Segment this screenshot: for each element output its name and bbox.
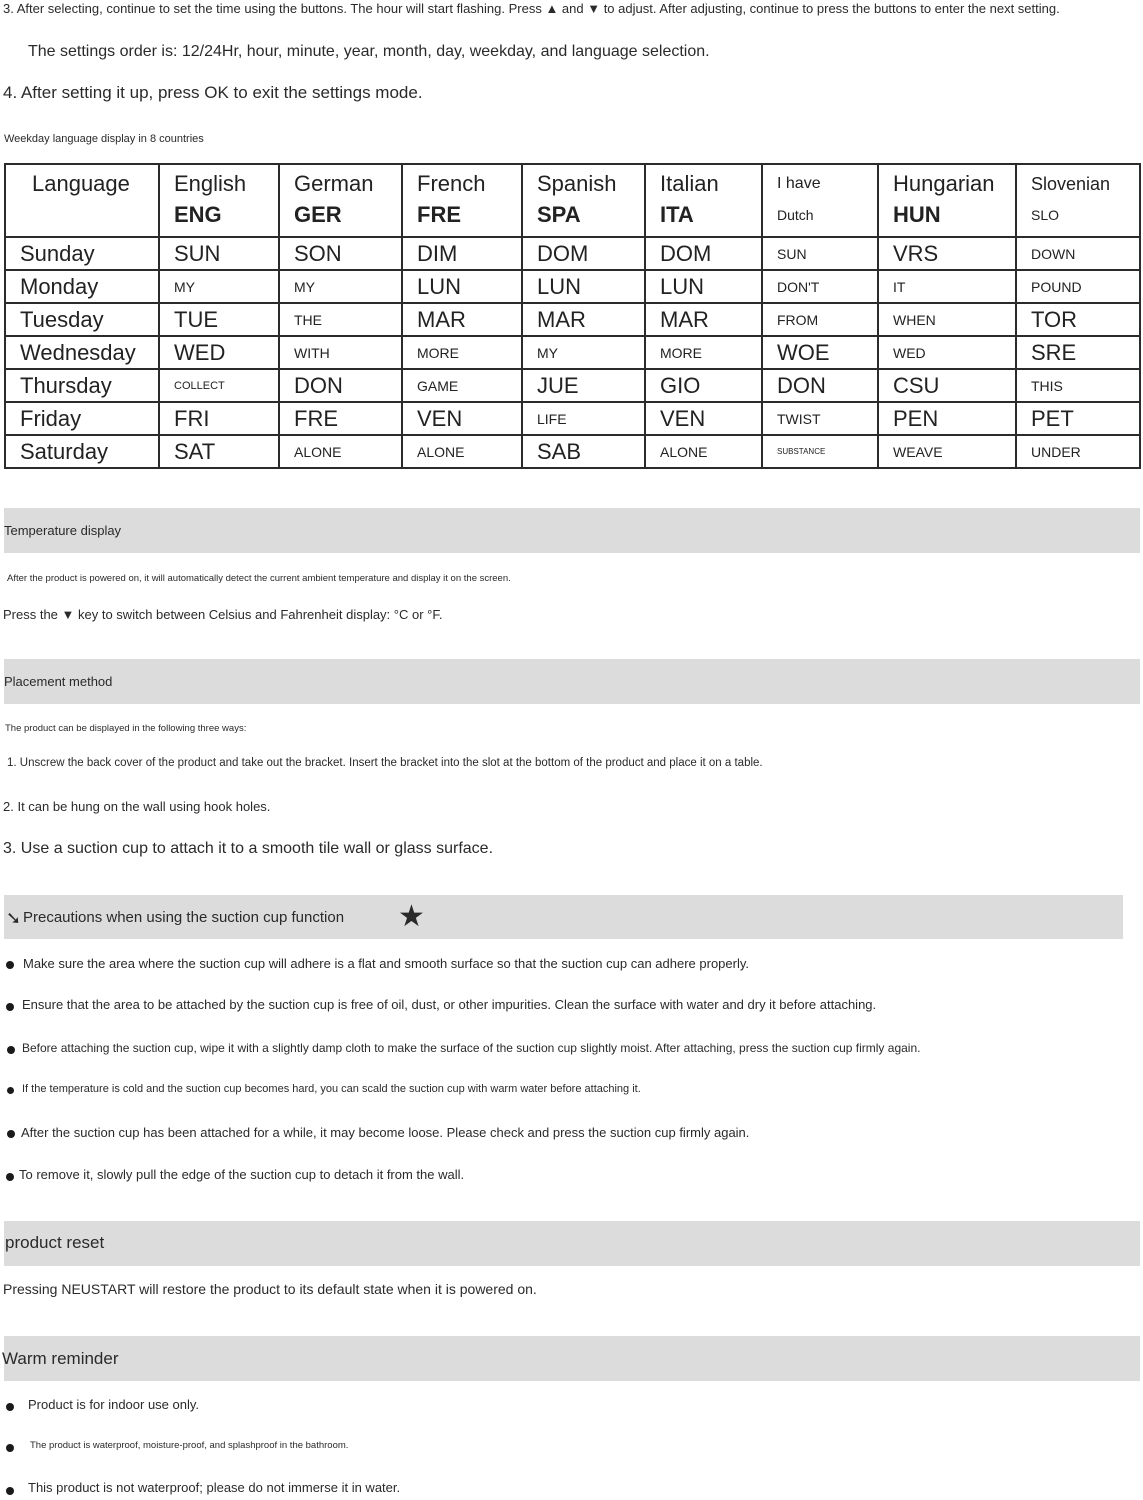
table-cell: MAR xyxy=(402,303,522,336)
table-cell: UNDER xyxy=(1016,435,1140,468)
bullet-icon xyxy=(6,1003,14,1011)
table-cell: LIFE xyxy=(522,402,645,435)
table-cell: MY xyxy=(522,336,645,369)
table-row xyxy=(5,237,1140,270)
header-german: German GER xyxy=(279,164,402,237)
header-english: English ENG xyxy=(159,164,279,237)
precaution-item: Ensure that the area to be attached by the suction cup is free of oil, dust, or other impurities. Clean the surface with water and dry it before attaching. xyxy=(22,997,877,1012)
table-row xyxy=(5,270,1140,303)
reset-title: product reset xyxy=(5,1233,105,1252)
table-cell: DOM xyxy=(522,237,645,270)
header-italian: Italian ITA xyxy=(645,164,762,237)
bullet-icon xyxy=(6,1487,14,1495)
table-row xyxy=(5,402,1140,435)
table-cell: MORE xyxy=(645,336,762,369)
bullet-icon xyxy=(6,1444,14,1452)
header-spanish: Spanish SPA xyxy=(522,164,645,237)
table-cell: MY xyxy=(159,270,279,303)
table-cell: SRE xyxy=(1016,336,1140,369)
table-cell: CSU xyxy=(878,369,1016,402)
placement-intro: The product can be displayed in the following three ways: xyxy=(5,723,247,734)
table-row xyxy=(5,303,1140,336)
temperature-line-2: Press the ▼ key to switch between Celsius and Fahrenheit display: °C or °F. xyxy=(3,607,443,622)
table-cell: WITH xyxy=(279,336,402,369)
table-cell: SUN xyxy=(159,237,279,270)
table-cell: ALONE xyxy=(645,435,762,468)
star-icon: ★ xyxy=(398,900,425,933)
precaution-item: Make sure the area where the suction cup will adhere is a flat and smooth surface so that the suction cup can adhere properly. xyxy=(23,956,750,971)
day-cell: Tuesday xyxy=(5,303,159,336)
bullet-icon xyxy=(6,1403,14,1411)
bullet-icon xyxy=(6,961,14,969)
table-cell: IT xyxy=(878,270,1016,303)
header-dutch: I have Dutch xyxy=(762,164,878,237)
table-cell: TWIST xyxy=(762,402,878,435)
table-header-row xyxy=(5,164,1140,237)
precautions-title: Precautions when using the suction cup function xyxy=(23,909,345,926)
table-cell: MAR xyxy=(645,303,762,336)
day-cell: Sunday xyxy=(5,237,159,270)
bullet-icon xyxy=(7,1130,15,1138)
table-cell: SAB xyxy=(522,435,645,468)
header-hungarian: Hungarian HUN xyxy=(878,164,1016,237)
table-cell: THE xyxy=(279,303,402,336)
bullet-icon xyxy=(7,1046,15,1054)
table-cell: FRE xyxy=(279,402,402,435)
step3-text: 3. After selecting, continue to set the time using the buttons. The hour will start flashing. Press ▲ and ▼ to adjust. After adjusting, continue to press the buttons to enter the next setting. xyxy=(3,1,1060,16)
table-cell: WEAVE xyxy=(878,435,1016,468)
table-cell: JUE xyxy=(522,369,645,402)
reminder-title: Warm reminder xyxy=(2,1349,119,1368)
table-cell: VRS xyxy=(878,237,1016,270)
reset-section-header xyxy=(4,1221,1140,1266)
temperature-title: Temperature display xyxy=(4,523,122,538)
reminder-item: The product is waterproof, moisture-proof, and splashproof in the bathroom. xyxy=(30,1440,349,1451)
table-cell: VEN xyxy=(402,402,522,435)
table-cell: LUN xyxy=(522,270,645,303)
table-cell: DIM xyxy=(402,237,522,270)
weekday-language-table xyxy=(4,163,1141,469)
table-cell: MAR xyxy=(522,303,645,336)
precautions-section-header xyxy=(4,895,1123,939)
placement-section-header xyxy=(4,659,1140,704)
table-cell: DON xyxy=(762,369,878,402)
table-cell: LUN xyxy=(402,270,522,303)
table-row xyxy=(5,336,1140,369)
header-slovenian: Slovenian SLO xyxy=(1016,164,1140,237)
table-cell: WOE xyxy=(762,336,878,369)
header-french: French FRE xyxy=(402,164,522,237)
table-cell: PET xyxy=(1016,402,1140,435)
reminder-section-header xyxy=(4,1336,1140,1381)
day-cell: Thursday xyxy=(5,369,159,402)
table-cell: COLLECT xyxy=(159,369,279,402)
table-cell: DOWN xyxy=(1016,237,1140,270)
table-cell: POUND xyxy=(1016,270,1140,303)
table-cell: SUBSTANCE xyxy=(762,435,878,468)
arrow-icon: ➘ xyxy=(6,908,22,928)
day-cell: Monday xyxy=(5,270,159,303)
table-cell: DON'T xyxy=(762,270,878,303)
header-language-cell: Language xyxy=(5,164,159,237)
table-cell: SAT xyxy=(159,435,279,468)
placement-item-3: 3. Use a suction cup to attach it to a smooth tile wall or glass surface. xyxy=(3,840,494,857)
reminder-item: This product is not waterproof; please do not immerse it in water. xyxy=(28,1480,401,1495)
table-cell: SUN xyxy=(762,237,878,270)
precaution-item: To remove it, slowly pull the edge of the suction cup to detach it from the wall. xyxy=(19,1167,465,1182)
table-cell: MY xyxy=(279,270,402,303)
table-caption: Weekday language display in 8 countries xyxy=(4,133,204,145)
day-cell: Friday xyxy=(5,402,159,435)
table-row xyxy=(5,435,1140,468)
placement-item-2: 2. It can be hung on the wall using hook holes. xyxy=(3,799,271,814)
bullet-icon xyxy=(6,1173,14,1181)
temperature-section-header xyxy=(4,508,1140,553)
table-cell: ALONE xyxy=(402,435,522,468)
precaution-item: Before attaching the suction cup, wipe it with a slightly damp cloth to make the surface of the suction cup slightly moist. After attaching, press the suction cup firmly again. xyxy=(22,1041,921,1055)
table-cell: GIO xyxy=(645,369,762,402)
table-row xyxy=(5,369,1140,402)
table-cell: DOM xyxy=(645,237,762,270)
settings-order-text: The settings order is: 12/24Hr, hour, minute, year, month, day, weekday, and language selection. xyxy=(28,43,710,60)
table-cell: LUN xyxy=(645,270,762,303)
precaution-item: After the suction cup has been attached for a while, it may become loose. Please check and press the suction cup firmly again. xyxy=(21,1125,750,1140)
placement-title: Placement method xyxy=(4,674,113,689)
table-cell: PEN xyxy=(878,402,1016,435)
table-cell: DON xyxy=(279,369,402,402)
table-cell: THIS xyxy=(1016,369,1140,402)
step4-text: 4. After setting it up, press OK to exit the settings mode. xyxy=(3,83,423,102)
table-cell: FROM xyxy=(762,303,878,336)
table-cell: FRI xyxy=(159,402,279,435)
temperature-line-1: After the product is powered on, it will automatically detect the current ambient temperature and display it on the screen. xyxy=(7,573,511,584)
day-cell: Saturday xyxy=(5,435,159,468)
table-cell: WHEN xyxy=(878,303,1016,336)
table-cell: WED xyxy=(878,336,1016,369)
reminder-item: Product is for indoor use only. xyxy=(28,1397,200,1412)
bullet-icon xyxy=(7,1087,14,1094)
precaution-item: If the temperature is cold and the suction cup becomes hard, you can scald the suction cup with warm water before attaching it. xyxy=(22,1083,641,1095)
table-cell: GAME xyxy=(402,369,522,402)
table-cell: WED xyxy=(159,336,279,369)
reset-text: Pressing NEUSTART will restore the product to its default state when it is powered on. xyxy=(3,1281,537,1297)
table-cell: TOR xyxy=(1016,303,1140,336)
day-cell: Wednesday xyxy=(5,336,159,369)
table-cell: ALONE xyxy=(279,435,402,468)
table-cell: VEN xyxy=(645,402,762,435)
table-cell: TUE xyxy=(159,303,279,336)
table-cell: MORE xyxy=(402,336,522,369)
placement-item-1: 1. Unscrew the back cover of the product and take out the bracket. Insert the bracket into the slot at the bottom of the product and place it on a table. xyxy=(7,757,763,769)
table-cell: SON xyxy=(279,237,402,270)
